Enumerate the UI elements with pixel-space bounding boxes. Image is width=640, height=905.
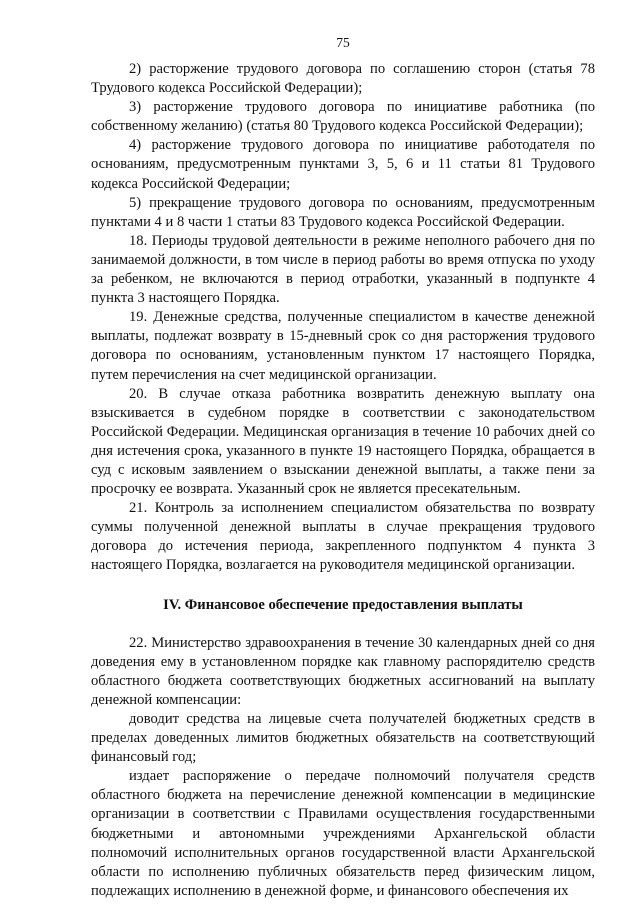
paragraph-22-order: издает распоряжение о передаче полномочий получателя средств областного бюджета на перечисление денежной компенсации в медицинские организации в соответствии с Правилами осуществления государственными бюджетными и автономными учреждениями Архангельской области полномочий исполнительных органов государственной власти Архангельской области по исполнению публичных обязательств перед физическим лицом, подлежащих исполнению в денежной форме, и финансового обеспечения их xyxy=(91,768,595,899)
page-number: 75 xyxy=(336,35,350,50)
paragraph-item-3: 3) расторжение трудового договора по инициативе работника (по собственному желанию) (статья 80 Трудового кодекса Российской Федерации); xyxy=(91,99,595,135)
paragraph-18: 18. Периоды трудовой деятельности в режиме неполного рабочего дня по занимаемой должности, в том числе в период работы во время отпуска по уходу за ребенком, не включаются в период отработки, указанный в подпункте 4 пункта 3 настоящего Порядка. xyxy=(91,232,595,307)
paragraph-item-4: 4) расторжение трудового договора по инициативе работодателя по основаниям, предусмотренным пунктами 3, 5, 6 и 11 статьи 81 Трудового кодекса Российской Федерации; xyxy=(91,137,595,192)
section-heading: IV. Финансовое обеспечение предоставления выплаты xyxy=(163,596,523,613)
document-body xyxy=(91,60,595,901)
paragraph-19: 19. Денежные средства, полученные специалистом в качестве денежной выплаты, подлежат возврату в 15-дневный срок со дня расторжения трудового договора по основаниям, установленным пунктом 17 настоящего Порядка, путем перечисления на счет медицинской организации. xyxy=(91,309,595,383)
paragraph-22-funds: доводит средства на лицевые счета получателей бюджетных средств в пределах доведенных лимитов бюджетных обязательств на соответствующий финансовый год; xyxy=(91,711,595,766)
paragraph-item-2: 2) расторжение трудового договора по соглашению сторон (статья 78 Трудового кодекса Российской Федерации); xyxy=(91,61,595,97)
paragraph-item-5: 5) прекращение трудового договора по основаниям, предусмотренным пунктами 4 и 8 части 1 статьи 83 Трудового кодекса Российской Федерации. xyxy=(91,194,595,230)
paragraph-22: 22. Министерство здравоохранения в течение 30 календарных дней со дня доведения ему в установленном порядке как главному распорядителю средств областного бюджета соответствующих бюджетных ассигнований на выплату денежной компенсации: xyxy=(91,634,595,708)
paragraph-21: 21. Контроль за исполнением специалистом обязательства по возврату суммы полученной денежной выплаты в случае прекращения трудового договора до истечения периода, закрепленного подпунктом 4 пункта 3 настоящего Порядка, возлагается на руководителя медицинской организации. xyxy=(91,500,595,574)
paragraph-20: 20. В случае отказа работника возвратить денежную выплату она взыскивается в судебном порядке в соответствии с законодательством Российской Федерации. Медицинская организация в течение 10 рабочих дней со дня истечения срока, указанного в пункте 19 настоящего Порядка, обращается в суд с исковым заявлением о взыскании денежной выплаты, а также пени за просрочку ее возврата. Указанный срок не является пресекательным. xyxy=(91,385,595,498)
